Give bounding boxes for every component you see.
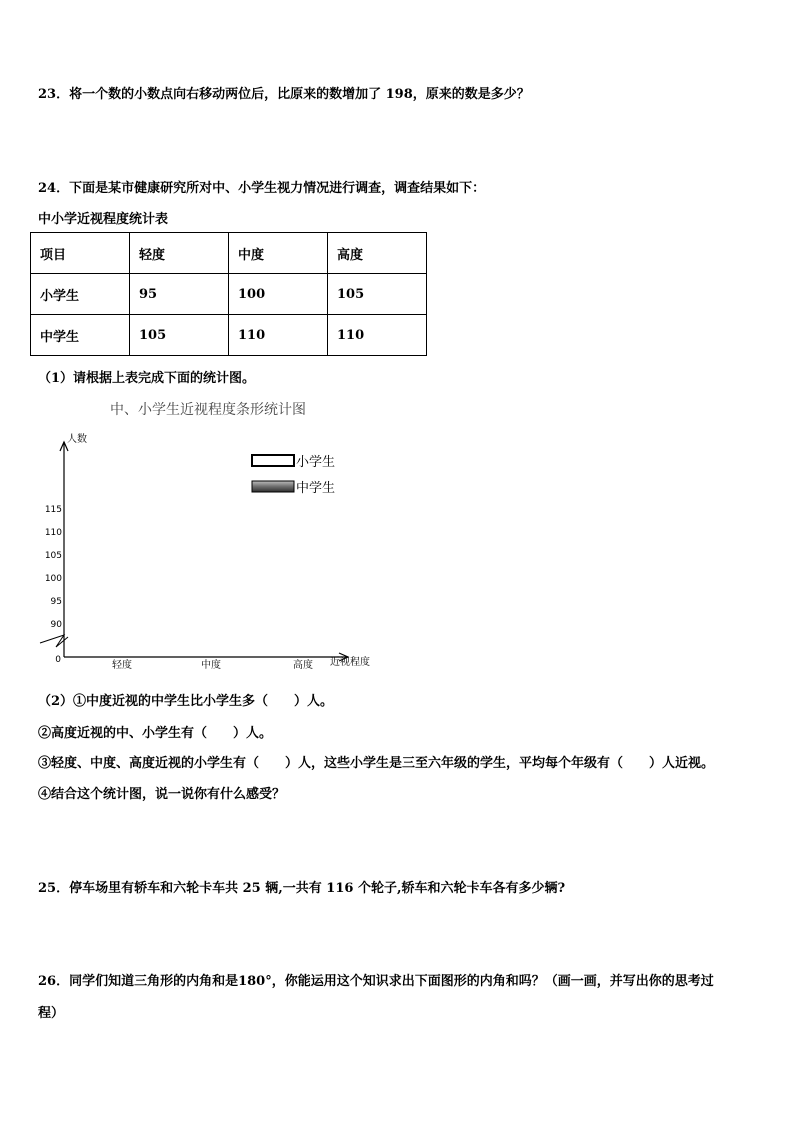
table-header-cell: 轻度: [130, 233, 229, 274]
chart-legend: [252, 454, 335, 496]
question-24-intro: 24．下面是某市健康研究所对中、小学生视力情况进行调查，调查结果如下：: [38, 181, 486, 196]
question-24-part2-2: ②高度近视的中、小学生有（ ）人。: [38, 726, 273, 741]
legend-swatch: [252, 455, 294, 466]
y-tick-label: 100: [44, 574, 62, 584]
x-tick-label: 高度: [293, 660, 313, 671]
table-cell: 110: [229, 315, 328, 356]
question-24-part2-3: ③轻度、中度、高度近视的小学生有（ ）人，这些小学生是三至六年级的学生，平均每个年级有（ ）人近视。: [38, 756, 715, 771]
question-23: 23．将一个数的小数点向右移动两位后，比原来的数增加了 198，原来的数是多少？: [38, 87, 530, 102]
table-row: [31, 274, 427, 315]
table-cell: 95: [130, 274, 229, 315]
y-tick-label: 105: [44, 551, 62, 561]
chart-title: 中、小学生近视程度条形统计图: [110, 402, 306, 418]
origin-label: 0: [55, 655, 61, 665]
table-cell: 100: [229, 274, 328, 315]
y-axis-label: 人数: [67, 434, 87, 445]
question-26-line2: 程）: [38, 1006, 65, 1021]
y-tick-label: 95: [50, 597, 62, 607]
table-header-row: [31, 233, 427, 274]
x-axis-label: 近视程度: [330, 657, 370, 668]
table-cell: 105: [328, 274, 427, 315]
y-tick-label: 115: [44, 505, 62, 515]
question-25: 25．停车场里有轿车和六轮卡车共 25 辆,一共有 116 个轮子,轿车和六轮卡车各有多少辆?: [38, 881, 566, 896]
table-cell: 中学生: [31, 315, 130, 356]
question-24-part1: （1）请根据上表完成下面的统计图。: [38, 371, 256, 386]
table-header-cell: 中度: [229, 233, 328, 274]
chart-marks: [40, 442, 348, 671]
survey-table: [30, 232, 427, 356]
question-24-part2-1: （2）①中度近视的中学生比小学生多（ ）人。: [38, 694, 334, 709]
table-cell: 105: [130, 315, 229, 356]
question-24-part2-4: ④结合这个统计图，说一说你有什么感受？: [38, 787, 286, 802]
x-tick-label: 中度: [201, 660, 221, 671]
table-cell: 110: [328, 315, 427, 356]
legend-label: 中学生: [296, 481, 336, 496]
question-26-line1: 26．同学们知道三角形的内角和是180°，你能运用这个知识求出下面图形的内角和吗？（画一画，并写出你的思考过: [38, 974, 714, 989]
bar-chart: [30, 392, 400, 674]
legend-swatch: [252, 481, 294, 492]
table-header-cell: 高度: [328, 233, 427, 274]
y-tick-label: 90: [50, 620, 62, 630]
y-tick-label: 110: [44, 528, 62, 538]
table-cell: 小学生: [31, 274, 130, 315]
x-tick-label: 轻度: [112, 660, 132, 671]
table-header-cell: 项目: [31, 233, 130, 274]
table-row: [31, 315, 427, 356]
table-title: 中小学近视程度统计表: [38, 212, 169, 227]
legend-label: 小学生: [296, 455, 336, 470]
